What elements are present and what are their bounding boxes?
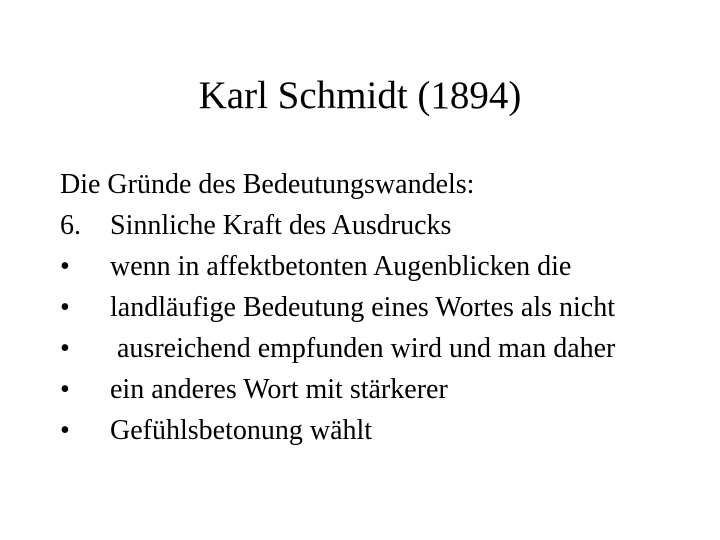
- list-item-text: ein anderes Wort mit stärkerer: [110, 374, 448, 405]
- list-item: [60, 369, 660, 410]
- list-number-marker: 6.: [60, 210, 81, 241]
- list-item: [60, 410, 660, 451]
- slide-title: Karl Schmidt (1894): [198, 74, 522, 117]
- slide-body: [60, 164, 660, 451]
- list-item-text: ausreichend empfunden wird und man daher: [110, 333, 616, 364]
- bullet-icon: •: [60, 251, 70, 282]
- bullet-icon: •: [60, 415, 70, 446]
- list-item: [60, 205, 660, 246]
- list-item-text: Sinnliche Kraft des Ausdrucks: [110, 210, 452, 241]
- intro-line: Die Gründe des Bedeutungswandels:: [60, 169, 475, 200]
- bullet-icon: •: [60, 292, 70, 323]
- bullet-icon: •: [60, 374, 70, 405]
- list-item: [60, 287, 660, 328]
- list-item: [60, 246, 660, 287]
- list-item: [60, 328, 660, 369]
- bullet-icon: •: [60, 333, 70, 364]
- list-item-text: landläufige Bedeutung eines Wortes als nicht: [110, 292, 615, 323]
- list-item-text: wenn in affektbetonten Augenblicken die: [110, 251, 572, 282]
- list-item-text: Gefühlsbetonung wählt: [110, 415, 373, 446]
